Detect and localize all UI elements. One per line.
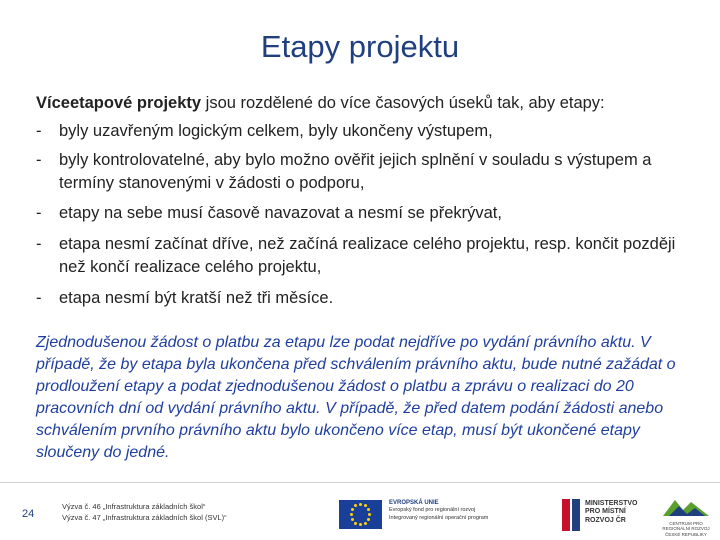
ministry-logo-line: MINISTERSTVO (585, 500, 638, 507)
eu-logo-line: Evropský fond pro regionální rozvoj (389, 507, 476, 514)
ministry-emblem-icon (562, 499, 580, 531)
bullet-dash: - (36, 204, 42, 223)
ministry-logo-line: ROZVOJ ČR (585, 516, 626, 524)
crr-logo-line: ČESKÉ REPUBLIKY (665, 531, 707, 537)
note-paragraph: Zjednodušenou žádost o platbu za etapu lze podat nejdříve po vydání právního aktu. V případě, že by etapa byla ukončena před schválením právního aktu, bude nutné zažádat o prodloužení etapy a podat zjednodušenou žádost o platbu a zprávu o realizaci do 20 pracovních dní od vydání právního aktu. V případě, že před datem podání žádosti anebo schválením prvního právního aktu bylo ukončeno více etap, musí být ukončené etapy sloučeny do jedné. (36, 334, 676, 461)
eu-flag-icon (339, 500, 382, 529)
bullet-text: etapa nesmí začínat dříve, než začíná realizace celého projektu, resp. končit později než končí realizace celého projektu, (59, 235, 676, 276)
list-item (36, 202, 686, 225)
intro-rest: jsou rozdělené do více časových úseků tak, aby etapy: (201, 94, 605, 112)
call-line: Výzva č. 47 „Infrastruktura základních škol (SVL)“ (62, 513, 227, 523)
bullet-list (36, 120, 686, 317)
bullet-text: byly kontrolovatelné, aby bylo možno ověřit jejich splnění v souladu s výstupem a termíny stanovenými v žádosti o podporu, (59, 150, 652, 192)
ministry-logo (562, 497, 654, 533)
list-item (36, 120, 686, 143)
bullet-dash: - (36, 150, 42, 169)
bullet-dash: - (36, 122, 42, 140)
bullet-text: byly uzavřeným logickým celkem, byly ukončeny výstupem, (59, 122, 493, 140)
slide-title: Etapy projektu (260, 29, 460, 64)
crr-logo-line: CENTRUM PRO REGIONÁLNÍ ROZVOJ (662, 521, 710, 532)
list-item (36, 149, 686, 195)
bullet-dash: - (36, 235, 42, 254)
bullet-text: etapy na sebe musí časově navazovat a nesmí se překrývat, (59, 204, 502, 223)
eu-logo (339, 497, 558, 533)
eu-logo-line: Integrovaný regionální operační program (389, 514, 489, 521)
page-number: 24 (22, 508, 35, 520)
footer-divider (0, 482, 720, 483)
ministry-logo-line: PRO MÍSTNÍ (585, 508, 626, 516)
eu-logo-text (389, 499, 488, 522)
intro-text (36, 93, 676, 114)
ministry-logo-text (585, 500, 638, 525)
bullet-dash: - (36, 288, 42, 307)
list-item (36, 287, 686, 310)
crr-mark-icon (661, 496, 711, 520)
bullet-text: etapa nesmí být kratší než tři měsíce. (59, 288, 334, 307)
crr-logo (657, 496, 715, 537)
list-item (36, 233, 686, 279)
call-line: Výzva č. 46 „Infrastruktura základních škol“ (62, 502, 206, 511)
footer-call-text (62, 501, 227, 524)
crr-logo-text (657, 521, 715, 537)
eu-logo-line: EVROPSKÁ UNIE (389, 500, 439, 506)
intro-bold: Víceetapové projekty (36, 94, 202, 112)
